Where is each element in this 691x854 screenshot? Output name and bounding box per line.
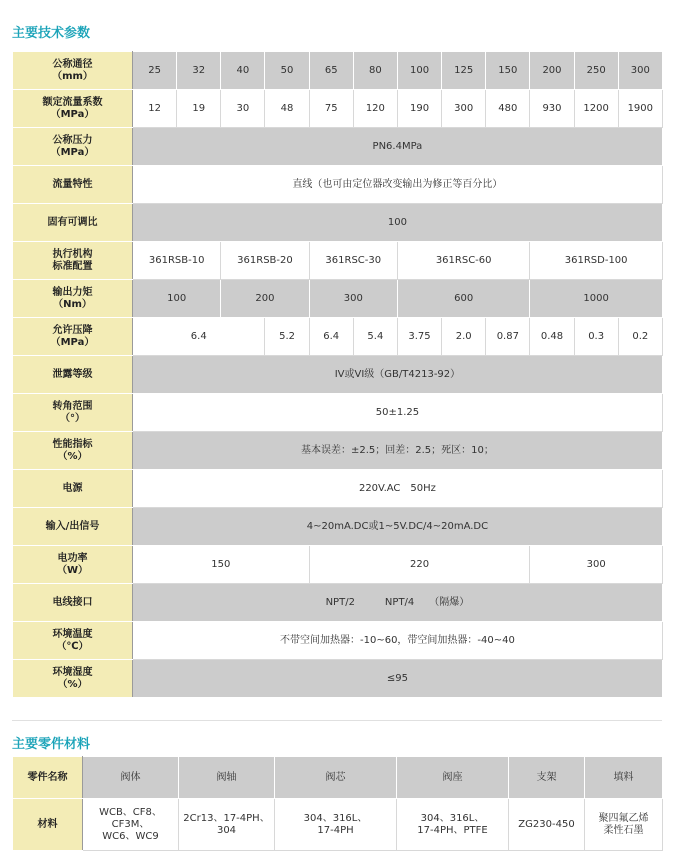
row-label: 电源	[13, 470, 133, 508]
cell: 75	[309, 90, 353, 128]
row-label: 固有可调比	[13, 204, 133, 242]
row-leakage-class	[13, 356, 663, 394]
cell: 361RSB-20	[221, 242, 309, 280]
cell: PN6.4MPa	[133, 128, 663, 166]
cell: 6.4	[309, 318, 353, 356]
cell: 19	[177, 90, 221, 128]
row-power-supply	[13, 470, 663, 508]
row-label: 额定流量系数 （MPa）	[13, 90, 133, 128]
parts-materials-table	[12, 756, 663, 851]
column-header: 阀体	[83, 757, 179, 799]
row-nominal-diameter	[13, 52, 663, 90]
tech-params-table	[12, 51, 663, 698]
cell: 1200	[574, 90, 618, 128]
row-label: 允许压降 （MPa）	[13, 318, 133, 356]
cell: 12	[133, 90, 177, 128]
cell: 150	[486, 52, 530, 90]
cell: 220V.AC 50Hz	[133, 470, 663, 508]
cell: 5.2	[265, 318, 309, 356]
cell: 300	[442, 90, 486, 128]
cell: 0.48	[530, 318, 574, 356]
cell: 930	[530, 90, 574, 128]
column-header: 填料	[585, 757, 663, 799]
column-header: 阀芯	[275, 757, 397, 799]
row-wiring-port	[13, 584, 663, 622]
cell: 0.2	[618, 318, 662, 356]
cell: 200	[530, 52, 574, 90]
row-flow-coefficient	[13, 90, 663, 128]
cell: 1900	[618, 90, 662, 128]
row-label: 输入/出信号	[13, 508, 133, 546]
row-label: 流量特性	[13, 166, 133, 204]
tech-section-title: 主要技术参数	[12, 26, 91, 41]
cell: 100	[133, 204, 663, 242]
cell: 6.4	[133, 318, 265, 356]
cell: 50	[265, 52, 309, 90]
column-header: 支架	[509, 757, 585, 799]
cell: 40	[221, 52, 265, 90]
cell: 120	[353, 90, 397, 128]
cell: 直线（也可由定位器改变输出为修正等百分比）	[133, 166, 663, 204]
row-rangeability	[13, 204, 663, 242]
row-ambient-humidity	[13, 660, 663, 698]
row-io-signal	[13, 508, 663, 546]
row-label: 环境湿度 （%）	[13, 660, 133, 698]
cell: WCB、CF8、CF3M、 WC6、WC9	[83, 799, 179, 851]
row-rotation-range	[13, 394, 663, 432]
cell: 125	[442, 52, 486, 90]
cell: 0.87	[486, 318, 530, 356]
row-label: 零件名称	[13, 757, 83, 799]
cell: 300	[618, 52, 662, 90]
cell: 100	[397, 52, 441, 90]
column-header: 阀轴	[179, 757, 275, 799]
row-ambient-temperature	[13, 622, 663, 660]
cell: IV或VI级（GB/T4213-92）	[133, 356, 663, 394]
cell: 300	[309, 280, 397, 318]
row-label: 公称通径 （mm）	[13, 52, 133, 90]
cell: 361RSC-30	[309, 242, 397, 280]
row-pressure-drop	[13, 318, 663, 356]
cell: 200	[221, 280, 309, 318]
cell: 50±1.25	[133, 394, 663, 432]
row-label: 环境温度 （℃）	[13, 622, 133, 660]
cell: 304、316L、 17-4PH	[275, 799, 397, 851]
cell: 65	[309, 52, 353, 90]
cell: 2Cr13、17-4PH、 304	[179, 799, 275, 851]
row-actuator	[13, 242, 663, 280]
cell: 聚四氟乙烯 柔性石墨	[585, 799, 663, 851]
row-performance	[13, 432, 663, 470]
cell: 361RSD-100	[530, 242, 662, 280]
cell: 0.3	[574, 318, 618, 356]
row-label: 电功率 （W）	[13, 546, 133, 584]
cell: 5.4	[353, 318, 397, 356]
cell: NPT/2 NPT/4 （隔爆）	[133, 584, 663, 622]
row-flow-characteristic	[13, 166, 663, 204]
cell: 600	[397, 280, 529, 318]
cell: 48	[265, 90, 309, 128]
cell: 220	[309, 546, 530, 584]
row-nominal-pressure	[13, 128, 663, 166]
cell: 80	[353, 52, 397, 90]
row-label: 公称压力 （MPa）	[13, 128, 133, 166]
cell: 32	[177, 52, 221, 90]
cell: 300	[530, 546, 662, 584]
cell: ZG230-450	[509, 799, 585, 851]
section-divider	[12, 720, 662, 721]
cell: 100	[133, 280, 221, 318]
cell: 480	[486, 90, 530, 128]
cell: 304、316L、 17-4PH、PTFE	[397, 799, 509, 851]
cell: 190	[397, 90, 441, 128]
cell: 2.0	[442, 318, 486, 356]
cell: 361RSC-60	[397, 242, 529, 280]
row-label: 性能指标 （%）	[13, 432, 133, 470]
parts-section-title: 主要零件材料	[12, 737, 91, 752]
parts-header-row	[13, 757, 663, 799]
cell: ≤95	[133, 660, 663, 698]
row-motor-power	[13, 546, 663, 584]
cell: 3.75	[397, 318, 441, 356]
cell: 150	[133, 546, 310, 584]
cell: 25	[133, 52, 177, 90]
cell: 361RSB-10	[133, 242, 221, 280]
row-label: 执行机构 标准配置	[13, 242, 133, 280]
parts-material-row	[13, 799, 663, 851]
cell: 基本误差：±2.5；回差：2.5；死区：10；	[133, 432, 663, 470]
row-output-torque	[13, 280, 663, 318]
row-label: 材料	[13, 799, 83, 851]
row-label: 泄露等级	[13, 356, 133, 394]
column-header: 阀座	[397, 757, 509, 799]
cell: 4~20mA.DC或1~5V.DC/4~20mA.DC	[133, 508, 663, 546]
cell: 250	[574, 52, 618, 90]
row-label: 电线接口	[13, 584, 133, 622]
row-label: 转角范围 （°）	[13, 394, 133, 432]
cell: 1000	[530, 280, 662, 318]
row-label: 输出力矩 （Nm）	[13, 280, 133, 318]
cell: 不带空间加热器：-10~60，带空间加热器：-40~40	[133, 622, 663, 660]
cell: 30	[221, 90, 265, 128]
